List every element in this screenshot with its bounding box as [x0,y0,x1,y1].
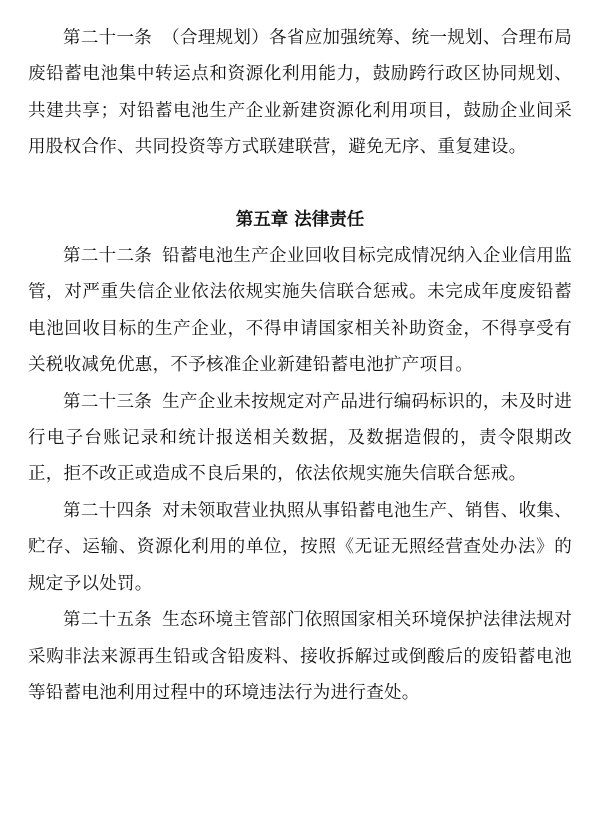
section-gap [28,166,572,202]
article-24-text: 对未领取营业执照从事铅蓄电池生产、销售、收集、贮存、运输、资源化利用的单位，按照《无证无照经营查处办法》的规定予以处罚。 [28,500,573,594]
article-21-number: 第二十一条 [63,28,153,48]
article-25 [28,602,572,711]
article-23-number: 第二十三条 [63,391,153,412]
article-23-text: 生产企业未按规定对产品进行编码标识的，未及时进行电子台账记录和统计报送相关数据，及数据造假的，责令限期改正，拒不改正或造成不良后果的，依法依规实施失信联合惩戒。 [28,391,573,485]
chapter-5-title: 第五章 法律责任 [235,209,365,230]
article-22-number: 第二十二条 [63,246,153,267]
article-23 [28,384,572,493]
article-24-number: 第二十四条 [63,500,153,521]
article-21 [28,20,572,166]
article-25-text: 生态环境主管部门依照国家相关环境保护法律法规对采购非法来源再生铅或含铅废料、接收拆解过或倒酸后的废铅蓄电池等铅蓄电池利用过程中的环境违法行为进行查处。 [28,610,573,703]
article-21-text: （合理规划）各省应加强统筹、统一规划、合理布局废铅蓄电池集中转运点和资源化利用能力，鼓励跨行政区协同规划、共建共享；对铅蓄电池生产企业新建资源化利用项目，鼓励企业间采用股权合作、共同投资等方式联建联营，避免无序、重复建设。 [28,28,573,158]
article-24 [28,493,572,602]
article-22-text: 铅蓄电池生产企业回收目标完成情况纳入企业信用监管，对严重失信企业依法依规实施失信联合惩戒。未完成年度废铅蓄电池回收目标的生产企业，不得申请国家相关补助资金，不得享受有关税收减免优惠，不予核准企业新建铅蓄电池扩产项目。 [28,246,573,376]
article-22 [28,238,572,384]
article-25-number: 第二十五条 [63,610,153,631]
